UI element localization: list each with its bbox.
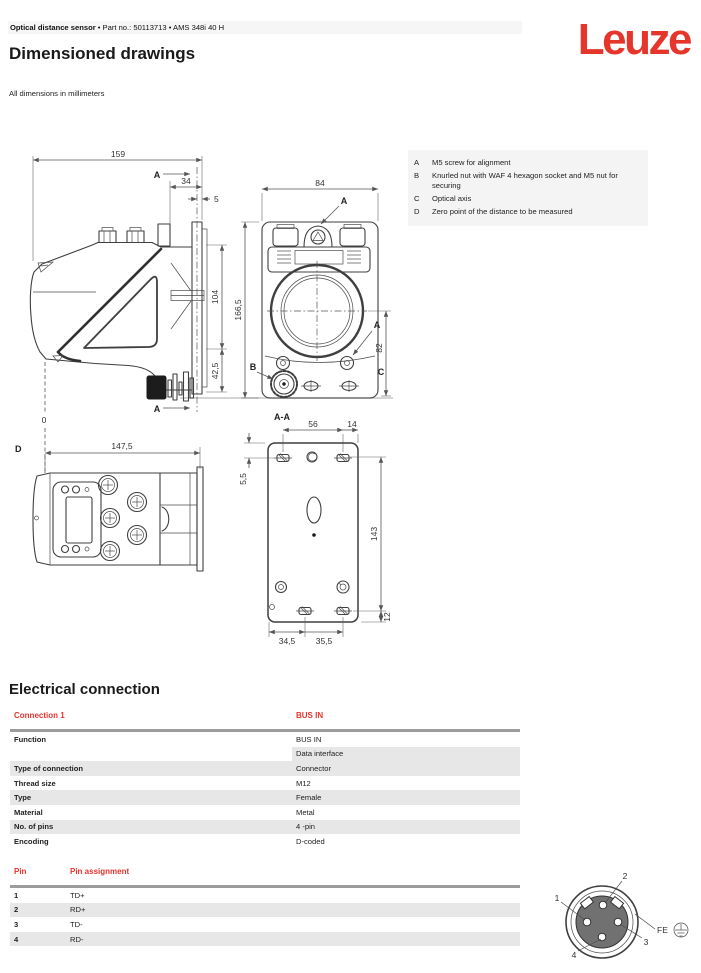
earth-icon <box>674 923 688 937</box>
pin-label-4: 4 <box>571 950 577 960</box>
callout-d: D <box>15 444 22 454</box>
row-value: Female <box>296 793 322 803</box>
legend-text: M5 screw for alignment <box>432 158 511 167</box>
dim-label: 12 <box>382 612 392 622</box>
dim-label: 166,5 <box>233 299 243 321</box>
pin-label-3: 3 <box>643 937 649 947</box>
dimensions-note: All dimensions in millimeters <box>9 89 105 98</box>
pin-assignment: TD+ <box>70 890 85 900</box>
legend-item-b <box>414 171 640 191</box>
section-label: A <box>153 404 161 414</box>
dim-label: 35,5 <box>315 636 333 646</box>
m12-connectors <box>99 476 147 561</box>
table-row <box>10 776 520 791</box>
zero-point-label: 0 <box>41 415 47 425</box>
legend-key: B <box>414 171 420 180</box>
row-value: M12 <box>296 778 311 788</box>
assignment-col-header: Pin assignment <box>70 867 130 876</box>
dim-label: 143 <box>369 526 379 542</box>
row-label: Function <box>14 734 47 744</box>
drawing-legend <box>408 150 648 226</box>
table-row <box>10 917 520 932</box>
row-value: Metal <box>296 807 315 817</box>
table-row <box>10 790 520 805</box>
table-row <box>10 820 520 835</box>
table-row <box>10 732 520 747</box>
connection-table <box>10 706 520 849</box>
connection-subtitle: BUS IN <box>296 711 324 720</box>
row-label: Material <box>14 807 43 817</box>
table-row <box>10 747 520 762</box>
legend-item-d <box>414 207 640 217</box>
pin-table <box>10 862 520 946</box>
callout-a-right: A <box>373 320 381 330</box>
table-row <box>10 761 520 776</box>
row-label: Thread size <box>14 778 56 788</box>
dim-label: 104 <box>210 289 220 305</box>
row-label: Encoding <box>14 836 49 846</box>
pin-label-1: 1 <box>554 893 560 903</box>
legend-key: D <box>414 207 420 216</box>
dim-label: 84 <box>315 178 325 188</box>
dim-label: 56 <box>308 419 318 429</box>
mounting-hole <box>296 607 352 616</box>
row-label: Type <box>14 793 32 803</box>
pin-assignment: RD- <box>70 934 84 944</box>
callout-b: B <box>249 362 257 372</box>
row-value: BUS IN <box>296 734 322 744</box>
row-value: Connector <box>296 763 332 773</box>
dim-label: 159 <box>110 149 126 159</box>
dim-label: 42,5 <box>210 362 220 380</box>
dim-label: 147,5 <box>111 441 133 451</box>
dim-label: 34 <box>181 176 191 186</box>
legend-item-a <box>414 158 640 168</box>
page-title: Dimensioned drawings <box>9 44 196 63</box>
pin-assignment: RD+ <box>70 905 86 915</box>
pin-number: 4 <box>14 934 19 944</box>
pin-number: 2 <box>14 905 19 915</box>
pin-label-2: 2 <box>622 871 628 881</box>
top-view-drawing <box>15 441 203 571</box>
row-value: D-coded <box>296 836 325 846</box>
dim-label: 5 <box>214 194 219 204</box>
document-header <box>8 21 522 34</box>
pin-2 <box>599 901 607 909</box>
pin-3 <box>614 918 622 926</box>
pin-number: 1 <box>14 890 19 900</box>
table-row <box>10 888 520 903</box>
pin-table-header <box>10 862 520 888</box>
side-view-drawing <box>30 149 227 471</box>
fe-label: FE <box>657 925 668 935</box>
connection-title: Connection 1 <box>14 711 65 720</box>
product-name: Optical distance sensor <box>10 23 96 32</box>
row-label <box>10 747 292 762</box>
plate-view-drawing <box>238 419 392 646</box>
legend-item-c <box>414 194 640 204</box>
front-view-drawing <box>233 178 391 398</box>
legend-text: Optical axis <box>432 194 472 203</box>
connector-pinout-diagram <box>555 871 688 960</box>
legend-text: Knurled nut with WAF 4 hexagon socket and M5 nut for securing <box>432 171 618 190</box>
legend-key: A <box>414 158 420 167</box>
mounting-hole <box>274 454 352 463</box>
table-row <box>10 903 520 918</box>
table-row <box>10 805 520 820</box>
connection-table-header <box>10 706 520 732</box>
pin-col-header: Pin <box>14 867 27 876</box>
pin-4 <box>598 933 606 941</box>
row-label: No. of pins <box>14 822 54 832</box>
legend-text: Zero point of the distance to be measured <box>432 207 573 216</box>
dim-label: 14 <box>347 419 357 429</box>
leuze-logo: Leuze <box>577 15 690 64</box>
row-label: Type of connection <box>14 763 84 773</box>
row-value: 4 -pin <box>296 822 315 832</box>
legend-key: C <box>414 194 420 203</box>
section-view-title: A-A <box>274 412 290 422</box>
part-number: • Part no.: 50113713 • AMS 348i 40 H <box>95 23 225 32</box>
dim-label: 82 <box>374 343 384 353</box>
pin-1 <box>583 918 591 926</box>
table-row <box>10 932 520 947</box>
dim-label: 34,5 <box>278 636 296 646</box>
row-value: Data interface <box>292 747 520 762</box>
pin-number: 3 <box>14 919 19 929</box>
table-row <box>10 834 520 849</box>
pin-assignment: TD- <box>70 919 83 929</box>
section-label: A <box>153 170 161 180</box>
optical-axis-label: C <box>377 367 385 377</box>
dim-label: 5,5 <box>238 473 248 485</box>
callout-a-top: A <box>340 196 348 206</box>
electrical-connection-title: Electrical connection <box>9 681 160 698</box>
